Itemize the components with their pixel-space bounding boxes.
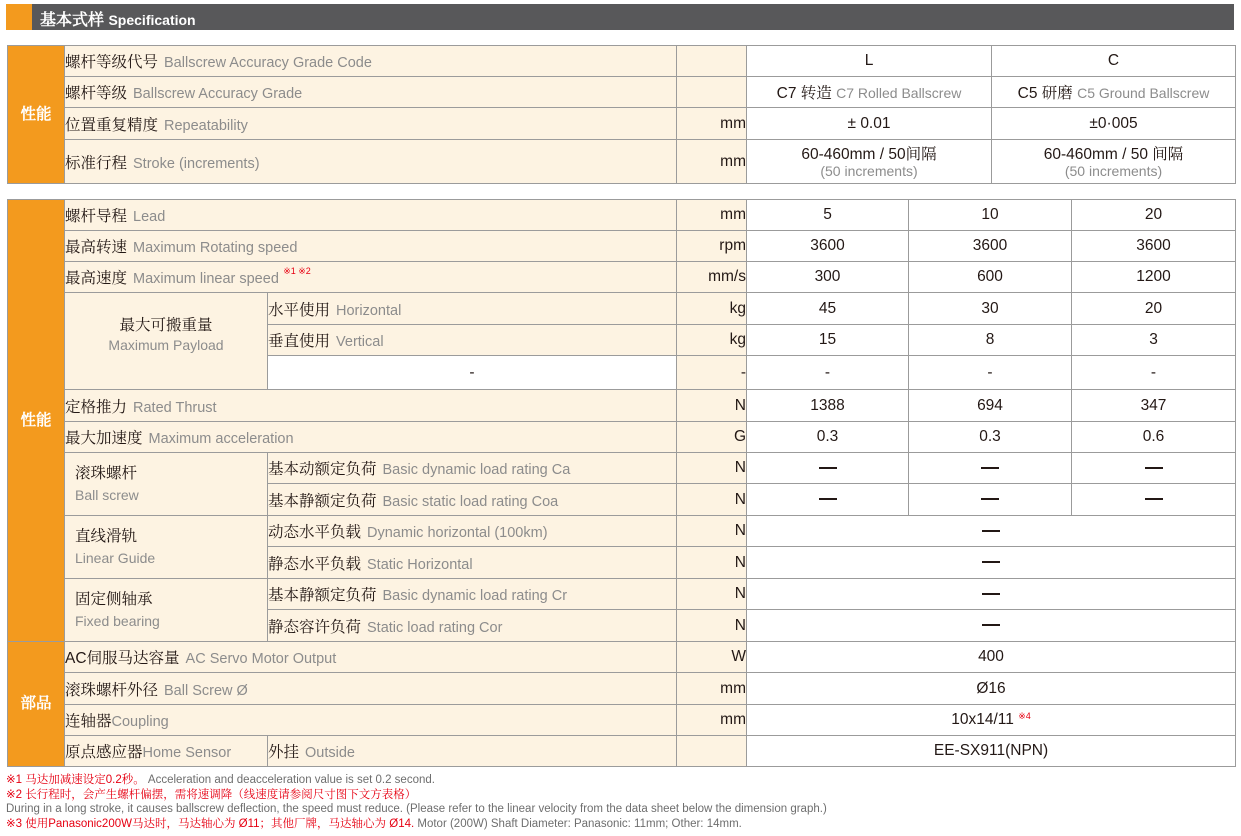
grade-l-desc: C7 转造 C7 Rolled Ballscrew bbox=[747, 77, 992, 108]
cell: 3600 bbox=[909, 231, 1072, 262]
dash-mark bbox=[982, 624, 1000, 626]
row-unit: mm bbox=[677, 673, 747, 705]
row-unit: rpm bbox=[677, 231, 747, 262]
section-title bbox=[40, 7, 196, 30]
row-label: 动态水平负载 Dynamic horizontal (100km) bbox=[268, 516, 677, 547]
cell bbox=[747, 516, 1236, 547]
cell: 3600 bbox=[1072, 231, 1236, 262]
table-row bbox=[8, 642, 1236, 673]
row-label: 水平使用 Horizontal bbox=[268, 293, 677, 325]
cell: 600 bbox=[909, 262, 1072, 293]
dash-mark bbox=[1145, 467, 1163, 469]
repeatability-l: ± 0.01 bbox=[747, 108, 992, 140]
cell: 10x14/11 $^{※4}$ bbox=[747, 705, 1236, 736]
row-unit: mm/s bbox=[677, 262, 747, 293]
lead-5: 5 bbox=[747, 200, 909, 231]
dash-mark bbox=[981, 467, 999, 469]
row-unit: N bbox=[677, 547, 747, 579]
cell: 0.3 bbox=[909, 422, 1072, 453]
repeatability-c: ±0·005 bbox=[992, 108, 1236, 140]
cell bbox=[909, 453, 1072, 484]
row-unit: N bbox=[677, 516, 747, 547]
cell bbox=[747, 484, 909, 516]
table-row bbox=[8, 705, 1236, 736]
row-label: 基本动额定负荷 Basic dynamic load rating Ca bbox=[268, 453, 677, 484]
table-row bbox=[8, 200, 1236, 231]
dash-mark bbox=[982, 561, 1000, 563]
cell: 0.6 bbox=[1072, 422, 1236, 453]
cell bbox=[909, 484, 1072, 516]
cell bbox=[1072, 484, 1236, 516]
row-unit bbox=[677, 46, 747, 77]
cell bbox=[747, 579, 1236, 610]
row-unit: N bbox=[677, 484, 747, 516]
row-label: 定格推力 Rated Thrust bbox=[65, 390, 677, 422]
cell: 45 bbox=[747, 293, 909, 325]
stroke-l: 60-460mm / 50间隔 (50 increments) bbox=[747, 140, 992, 184]
ballscrew-group-label: 滚珠螺杆 Ball screw bbox=[65, 453, 268, 516]
cell bbox=[747, 453, 909, 484]
footnote-marker: ※1 ※2 bbox=[283, 266, 311, 276]
section-header bbox=[6, 4, 1234, 30]
lead-10: 10 bbox=[909, 200, 1072, 231]
footnote-marker: ※4 bbox=[1018, 711, 1031, 721]
row-unit: W bbox=[677, 642, 747, 673]
row-label: 最高速度 Maximum linear speed $^{※1 ※2}$ bbox=[65, 262, 677, 293]
row-unit: mm bbox=[677, 200, 747, 231]
accuracy-table bbox=[7, 45, 1236, 184]
row-label: 滚珠螺杆外径 Ball Screw Ø bbox=[65, 673, 677, 705]
cell: 1200 bbox=[1072, 262, 1236, 293]
dash-mark bbox=[819, 498, 837, 500]
cell: 30 bbox=[909, 293, 1072, 325]
table-row bbox=[8, 736, 1236, 767]
row-label: 垂直使用 Vertical bbox=[268, 325, 677, 356]
cell bbox=[1072, 453, 1236, 484]
table-row bbox=[8, 673, 1236, 705]
row-label: 外挂 Outside bbox=[268, 736, 677, 767]
cell: 15 bbox=[747, 325, 909, 356]
dash-mark bbox=[1145, 498, 1163, 500]
row-label: 原点感应器Home Sensor bbox=[65, 736, 268, 767]
cell bbox=[747, 547, 1236, 579]
footnote-3: ※3 使用Panasonic200W马达时，马达轴心为 Ø11；其他厂牌，马达轴心为 Ø14. Motor (200W) Shaft Diameter: Panasonic: 11mm; Other: 14mm. bbox=[6, 817, 742, 830]
table-row bbox=[8, 516, 1236, 547]
grade-c: C bbox=[992, 46, 1236, 77]
cell: 300 bbox=[747, 262, 909, 293]
title-cn: 基本式样 bbox=[40, 12, 105, 29]
cell: 20 bbox=[1072, 293, 1236, 325]
cell: - bbox=[268, 356, 677, 390]
row-label: 螺杆导程 Lead bbox=[65, 200, 677, 231]
side-label-performance-2: 性能 bbox=[8, 200, 65, 642]
cell: 0.3 bbox=[747, 422, 909, 453]
header-accent-square bbox=[6, 4, 32, 30]
row-unit: - bbox=[677, 356, 747, 390]
cell: 1388 bbox=[747, 390, 909, 422]
cell: 3 bbox=[1072, 325, 1236, 356]
table-row bbox=[8, 579, 1236, 610]
row-label: 位置重复精度 Repeatability bbox=[65, 108, 677, 140]
row-unit: N bbox=[677, 390, 747, 422]
table-row bbox=[8, 453, 1236, 484]
cell bbox=[747, 610, 1236, 642]
cell: EE-SX911(NPN) bbox=[747, 736, 1236, 767]
table-row bbox=[8, 77, 1236, 108]
row-unit bbox=[677, 77, 747, 108]
guide-group-label: 直线滑轨 Linear Guide bbox=[65, 516, 268, 579]
lead-20: 20 bbox=[1072, 200, 1236, 231]
cell: 3600 bbox=[747, 231, 909, 262]
dash-mark bbox=[982, 593, 1000, 595]
row-label: 静态水平负载 Static Horizontal bbox=[268, 547, 677, 579]
footnote-2-en: During in a long stroke, it causes ballscrew deflection, the speed must reduce. (Please refer to the linear velocity from the data sheet below the dimension graph.) bbox=[6, 803, 827, 815]
row-unit: N bbox=[677, 579, 747, 610]
cell: - bbox=[747, 356, 909, 390]
row-label: 标准行程 Stroke (increments) bbox=[65, 140, 677, 184]
dash-mark bbox=[982, 530, 1000, 532]
cell: Ø16 bbox=[747, 673, 1236, 705]
bearing-group-label: 固定侧轴承 Fixed bearing bbox=[65, 579, 268, 642]
row-label: AC伺服马达容量 AC Servo Motor Output bbox=[65, 642, 677, 673]
row-unit: N bbox=[677, 610, 747, 642]
grade-c-desc: C5 研磨 C5 Ground Ballscrew bbox=[992, 77, 1236, 108]
grade-l: L bbox=[747, 46, 992, 77]
cell: 8 bbox=[909, 325, 1072, 356]
row-label: 最高转速 Maximum Rotating speed bbox=[65, 231, 677, 262]
cell: 400 bbox=[747, 642, 1236, 673]
row-unit: kg bbox=[677, 293, 747, 325]
table-row bbox=[8, 262, 1236, 293]
row-label: 最大加速度 Maximum acceleration bbox=[65, 422, 677, 453]
table-row bbox=[8, 140, 1236, 184]
row-unit: mm bbox=[677, 108, 747, 140]
row-unit: G bbox=[677, 422, 747, 453]
table-row bbox=[8, 46, 1236, 77]
row-unit: mm bbox=[677, 140, 747, 184]
stroke-c: 60-460mm / 50 间隔 (50 increments) bbox=[992, 140, 1236, 184]
table-row bbox=[8, 108, 1236, 140]
table-row bbox=[8, 422, 1236, 453]
row-label: 静态容许负荷 Static load rating Cor bbox=[268, 610, 677, 642]
cell: 347 bbox=[1072, 390, 1236, 422]
footnote-2: ※2 长行程时，会产生螺杆偏摆，需将速调降（线速度请参阅尺寸图下文方表格） bbox=[6, 788, 417, 801]
table-row bbox=[8, 231, 1236, 262]
row-label: 基本静额定负荷 Basic static load rating Coa bbox=[268, 484, 677, 516]
title-en: Specification bbox=[108, 12, 196, 28]
row-label: 连轴器Coupling bbox=[65, 705, 677, 736]
performance-table bbox=[7, 199, 1236, 767]
dash-mark bbox=[819, 467, 837, 469]
row-unit: N bbox=[677, 453, 747, 484]
table-row bbox=[8, 390, 1236, 422]
row-unit: mm bbox=[677, 705, 747, 736]
side-label-parts: 部品 bbox=[8, 642, 65, 767]
footnotes bbox=[6, 773, 1238, 831]
cell: - bbox=[909, 356, 1072, 390]
row-label: 螺杆等级代号 Ballscrew Accuracy Grade Code bbox=[65, 46, 677, 77]
table-row bbox=[8, 293, 1236, 325]
footnote-1: ※1 马达加减速设定0.2秒。 Acceleration and deacceleration value is set 0.2 second. bbox=[6, 774, 435, 786]
row-unit: kg bbox=[677, 325, 747, 356]
cell: 694 bbox=[909, 390, 1072, 422]
side-label-performance: 性能 bbox=[8, 46, 65, 184]
row-unit bbox=[677, 736, 747, 767]
row-label: 基本静额定负荷 Basic dynamic load rating Cr bbox=[268, 579, 677, 610]
cell: - bbox=[1072, 356, 1236, 390]
dash-mark bbox=[981, 498, 999, 500]
row-label: 螺杆等级 Ballscrew Accuracy Grade bbox=[65, 77, 677, 108]
payload-label: 最大可搬重量 Maximum Payload bbox=[65, 293, 268, 390]
